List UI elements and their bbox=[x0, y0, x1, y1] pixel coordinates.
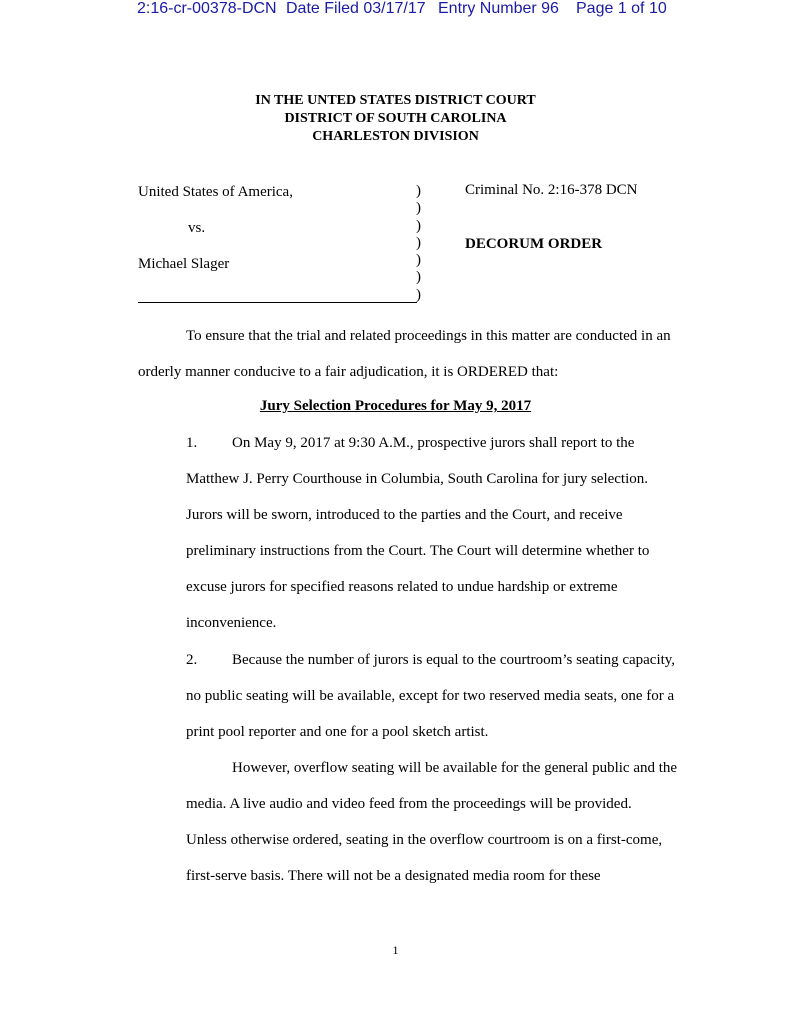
paragraph-line: Unless otherwise ordered, seating in the overflow courtroom is on a first-come, bbox=[186, 832, 663, 848]
page-number: 1 bbox=[392, 943, 399, 957]
paren: ) bbox=[416, 286, 421, 303]
caption-parentheses bbox=[416, 183, 421, 304]
paragraph-line: On May 9, 2017 at 9:30 A.M., prospective jurors shall report to the bbox=[232, 435, 635, 451]
paragraph-number: 2. bbox=[186, 652, 198, 668]
filing-header bbox=[0, 0, 791, 22]
criminal-number: Criminal No. 2:16-378 DCN bbox=[465, 182, 638, 198]
paragraph-line: no public seating will be available, except for two reserved media seats, one for a bbox=[186, 688, 675, 704]
paren: ) bbox=[416, 234, 421, 251]
section-heading: Jury Selection Procedures for May 9, 2017 bbox=[259, 398, 532, 414]
plaintiff-name: United States of America, bbox=[138, 184, 293, 200]
paren: ) bbox=[416, 252, 421, 269]
paragraph-line: However, overflow seating will be available for the general public and the bbox=[232, 760, 678, 776]
defendant-name: Michael Slager bbox=[138, 256, 230, 272]
court-heading bbox=[0, 92, 791, 146]
page-of-pages: Page 1 of 10 bbox=[576, 0, 667, 17]
paragraph-line: print pool reporter and one for a pool sketch artist. bbox=[186, 724, 489, 740]
intro-line: To ensure that the trial and related proceedings in this matter are conducted in an bbox=[186, 328, 671, 344]
paragraph-line: excuse jurors for specified reasons related to undue hardship or extreme bbox=[186, 579, 618, 595]
versus-label: vs. bbox=[188, 220, 206, 236]
paragraph-line: Matthew J. Perry Courthouse in Columbia, South Carolina for jury selection. bbox=[186, 471, 649, 487]
court-name: IN THE UNTED STATES DISTRICT COURT bbox=[255, 93, 536, 108]
intro-line: orderly manner conducive to a fair adjudication, it is ORDERED that: bbox=[138, 364, 559, 380]
court-district: DISTRICT OF SOUTH CAROLINA bbox=[284, 111, 507, 126]
paragraph-line: first-serve basis. There will not be a designated media room for these bbox=[186, 868, 601, 884]
paragraph-line: preliminary instructions from the Court. The Court will determine whether to bbox=[186, 543, 650, 559]
paragraph-line: media. A live audio and video feed from the proceedings will be provided. bbox=[186, 796, 632, 812]
paragraph-line: inconvenience. bbox=[186, 615, 277, 631]
paren: ) bbox=[416, 183, 421, 199]
paren: ) bbox=[416, 269, 421, 286]
court-division: CHARLESTON DIVISION bbox=[312, 129, 479, 144]
paragraph-line: Because the number of jurors is equal to the courtroom’s seating capacity, bbox=[232, 652, 676, 668]
paren: ) bbox=[416, 217, 421, 234]
caption-rule bbox=[138, 302, 417, 303]
case-number: 2:16-cr-00378-DCN bbox=[137, 0, 277, 17]
paragraph-line: Jurors will be sworn, introduced to the parties and the Court, and receive bbox=[186, 507, 623, 523]
order-title: DECORUM ORDER bbox=[465, 236, 603, 252]
entry-number: Entry Number 96 bbox=[438, 0, 559, 17]
date-filed: Date Filed 03/17/17 bbox=[286, 0, 426, 17]
paragraph-number: 1. bbox=[186, 435, 198, 451]
paren: ) bbox=[416, 200, 421, 217]
